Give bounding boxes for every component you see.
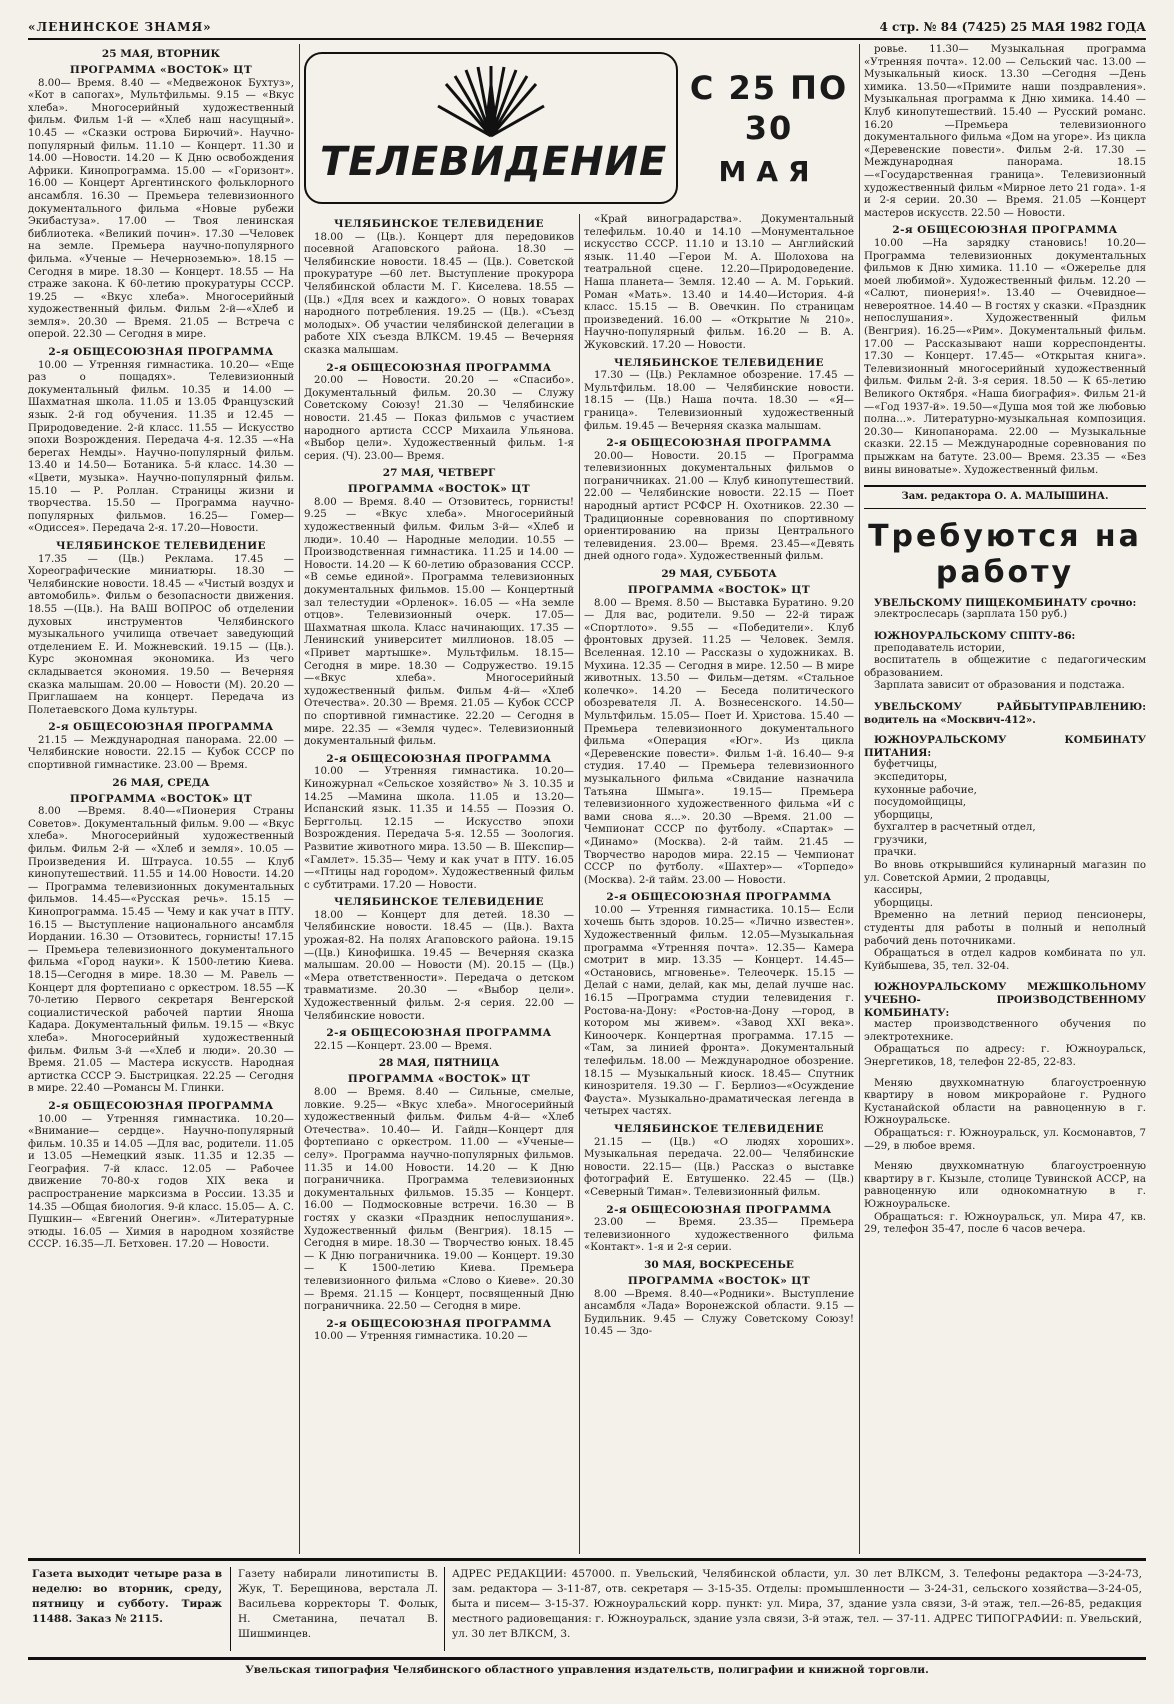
- sunburst-logo-icon: [436, 62, 546, 138]
- header-rule: [28, 38, 1146, 40]
- program-listing: 8.00 —Время. 8.40—«Родники». Выступление ансамбля «Лада» Воронежской области. 9.15 — Будильник. 9.45 — Служу Советскому Союзу! 10.45 — Здо-: [584, 1288, 854, 1338]
- program-listing: 20.00— Новости. 20.15 — Программа телевизионных документальных фильмов о пограничниках. 21.00 — Клуб кинопутешествий. 22.00 — Челябинские новости. 22.15 — Поет народный артист РСФСР Н. Охотников. 22.30 — Традиционные соревнования по спортивному ориентированию на призы Центрального телевидения. 23.00— Время. 23.45—«Девять дней одного года». Художественный фильм.: [584, 450, 854, 563]
- editor-line: Зам. редактора О. А. МАЛЫШИНА.: [864, 485, 1146, 509]
- ad-line: буфетчицы,: [874, 759, 938, 771]
- channel-heading: 2-я ОБЩЕСОЮЗНАЯ ПРОГРАММА: [326, 752, 552, 765]
- ad-line: Временно на летний период пенсионеры, студенты для работы в полный и неполный рабочий день поточниками.: [864, 910, 1146, 947]
- ad-spacer: [864, 1237, 1146, 1245]
- program-listing: 21.15 — Международная панорама. 22.00 — Челябинские новости. 22.15 — Кубок СССР по спортивной гимнастике. 23.00 — Время.: [28, 734, 294, 772]
- program-listing: 10.00 —На зарядку становись! 10.20— Программа телевизионных документальных фильмов к Дню химика. 11.10 — «Ожерелье для моей любимой». Художественный фильм. 12.20 — «Салют, пионерия!». 13.40 — Очевидное—невероятное. 14.40 — В гостях у сказки. «Праздник непослушания». Художественный фильм (Венгрия). 16.25—«Рим». Документальный фильм. 17.00 — Рассказывают наши корреспонденты. 17.30 — Концерт. 17.45— «Открытая книга». Телевизионный многосерийный художественный фильм. Фильм 2-й. 3-я серия. 18.50 — К 65-летию Великого Октября. «Наша биография». Фильм 21-й—«Год 1937-й». 19.50—«Душа моя той же любовью полна...». Литературно-музыкальная композиция. 20.30— Кинопанорама. 22.00 — Музыкальные сказки. 22.15 — Международные соревнования по прыжкам на батуте. 23.00— Время. 23.35 — «Без вины виноватые». Художественный фильм.: [864, 237, 1146, 476]
- channel-heading: ПРОГРАММА «ВОСТОК» ЦТ: [69, 792, 253, 805]
- day-heading: 28 МАЯ, ПЯТНИЦА: [378, 1057, 500, 1070]
- ad-line: экспедиторы,: [874, 771, 948, 783]
- newspaper-name: «ЛЕНИНСКОЕ ЗНАМЯ»: [28, 20, 212, 34]
- column-divider: [859, 44, 860, 1554]
- ad-employer: ЮЖНОУРАЛЬСКОМУ КОМБИНАТУ ПИТАНИЯ:: [864, 734, 1146, 759]
- ad-line: Обращаться по адресу: г. Южноуральск, Энергетиков, 18, телефон 22-85, 22-83.: [864, 1044, 1146, 1068]
- channel-heading: ЧЕЛЯБИНСКОЕ ТЕЛЕВИДЕНИЕ: [614, 1122, 824, 1135]
- day-heading: 25 МАЯ, ВТОРНИК: [101, 48, 221, 60]
- printer-line: Увельская типография Челябинского областного управления издательств, полиграфии и книжной торговли.: [245, 1664, 929, 1676]
- date-range-line-1: С 25 ПО 30: [689, 69, 849, 147]
- channel-heading: ПРОГРАММА «ВОСТОК» ЦТ: [627, 1274, 811, 1287]
- job-ads-title: Требуются на работу: [868, 518, 1142, 590]
- ad-line: кассиры,: [874, 885, 923, 897]
- job-ad: [864, 701, 1146, 734]
- column-divider: [299, 44, 300, 1554]
- channel-heading: ЧЕЛЯБИНСКОЕ ТЕЛЕВИДЕНИЕ: [614, 356, 824, 369]
- program-listing: 10.00 — Утренняя гимнастика. 10.20— Киножурнал «Сельское хозяйство» № 3. 10.35 и 14.25 —Мамина школа. 11.05 и 13.20—Испанский язык. 11.35 и 14.55 — Поэзия О. Берггольц. 12.15 — Искусство эпохи Возрождения. Передача 5-я. 12.55 — Зоология. Развитие животного мира. 13.50 — В. Шекспир— «Гамлет». 15.35— Чему и как учат в ПТУ. 16.05 —«Птицы над городом». Художественный фильм с субтитрами. 17.20 — Новости.: [304, 766, 574, 891]
- ad-line: грузчики,: [874, 834, 928, 846]
- program-listing: 8.00— Время. 8.40 — «Медвежонок Бухтуз», «Кот в сапогах», Мультфильмы. 9.15 — «Вкус хлеба». Многосерийный художественный фильм. Фильм 1-й — «Хлеб наш насущный». 10.45 — «Сказки острова Бирючий». Научно-популярный фильм. 11.10 — Концерт. 11.30 и 14.00 —Новости. 14.20 — К Дню освобождения Африки. Кинопрограмма. 15.00 — «Горизонт». 16.00 — Концерт Аргентинского фольклорного ансамбля. 16.30 — Премьера телевизионного документального фильма «Новые рубежи Экибастуза». 17.00 — Твоя ленинская библиотека. «Великий почин». 17.30 —Человек на земле. Премьера научно-популярного фильма. «Ученые — Нечерноземью». 18.15 — Сегодня в мире. 18.30 — Концерт. 18.55 — На страже закона. К 60-летию прокуратуры СССР. 19.25 — «Вкус хлеба». Многосерийный художественный фильм. Фильм 2-й—«Хлеб и земля». 20.30 — Время. 21.05 — Встреча с оперой. 22.30 — Сегодня в мире.: [28, 77, 294, 341]
- ad-line: Обращаться: г. Южноуральск, ул. Космонавтов, 7—29, в любое время.: [864, 1127, 1146, 1152]
- ad-line: Зарплата зависит от образования и подстажа.: [874, 680, 1125, 692]
- column-1: [28, 44, 294, 1554]
- ad-spacer: [864, 1153, 1146, 1161]
- channel-heading: ЧЕЛЯБИНСКОЕ ТЕЛЕВИДЕНИЕ: [334, 896, 544, 909]
- channel-heading: 2-я ОБЩЕСОЮЗНАЯ ПРОГРАММА: [606, 437, 832, 450]
- program-listing: 18.00 — Концерт для детей. 18.30 — Челябинские новости. 18.45 — (Цв.). Вахта урожая-82. На полях Агаповского района. 19.15 —(Цв.) Кинофишка. 19.45 — Вечерняя сказка малышам. 20.00 — Новости (М). 20.15 — (Цв.) «Мера ответственности». Передача о детском травматизме. 20.30 — «Выбор цели». Художественный фильм. 2-я серия. 22.00 — Челябинские новости.: [304, 909, 574, 1022]
- column-2: [304, 214, 574, 1554]
- channel-heading: ЧЕЛЯБИНСКОЕ ТЕЛЕВИДЕНИЕ: [56, 539, 266, 552]
- channel-heading: 2-я ОБЩЕСОЮЗНАЯ ПРОГРАММА: [48, 346, 274, 359]
- staff-credits: Газету набирали линотиписты В. Жук, Т. Берещинова, верстала Л. Васильева корректоры Т. Фолык, Н. Сметанина, печатал В. Шишминцев.: [238, 1568, 438, 1640]
- ad-spacer: [864, 973, 1146, 981]
- footer-divider: [444, 1567, 445, 1651]
- channel-heading: 2-я ОБЩЕСОЮЗНАЯ ПРОГРАММА: [326, 1317, 552, 1330]
- ad-line: преподаватель истории,: [874, 642, 1005, 654]
- channel-heading: ПРОГРАММА «ВОСТОК» ЦТ: [627, 584, 811, 597]
- program-listing: 10.00 — Утренняя гимнастика. 10.20 —: [314, 1331, 528, 1343]
- newspaper-page: [28, 18, 1146, 1690]
- program-listing: 8.00 —Время. 8.40—«Пионерия Страны Советов». Документальный фильм. 9.00 — «Вкус хлеба». Многосерийный художественный фильм. Фильм 2-й — «Хлеб и земля». 10.05 — Произведения И. Штрауса. 10.55 — Клуб кинопутешествий. 11.55 и 14.00 Новости. 14.20 — Программа телевизионных документальных фильмов. 14.45—«Русская речь». 15.15 — Кинопрограмма. 15.45 — Чему и как учат в ПТУ. 16.15 — Выступление национального ансамбля Иордании. 16.30 — Отзовитесь, горнисты! 17.15 — Премьера телевизионного документального фильма «Город науки». К 1500-летию Киева. 18.15—Сегодня в мире. 18.30 — М. Равель —Концерт для фортепиано с оркестром. 18.55 —К 70-летию Первого секретаря Венгерской социалистической рабочей партии Яноша Кадара. Документальный фильм. 19.15 — «Вкус хлеба». Многосерийный художественный фильм. Фильм 3-й —«Хлеб и люди». 20.30 — Время. 21.05 — Мастера искусств. Народная артистка СССР Э. Быстрицкая. 22.25 — Сегодня в мире. 22.40 —Романсы М. Глинки.: [28, 806, 294, 1095]
- ad-line: бухгалтер в расчетный отдел,: [874, 822, 1036, 834]
- job-ad: [864, 1161, 1146, 1245]
- column-3: [584, 214, 854, 1554]
- job-ads: [864, 597, 1146, 1245]
- column-divider: [579, 214, 580, 1554]
- channel-heading: ЧЕЛЯБИНСКОЕ ТЕЛЕВИДЕНИЕ: [334, 218, 544, 230]
- ad-line: Во вновь открывшийся кулинарный магазин по ул. Советской Армии, 2 продавцы,: [864, 860, 1146, 884]
- tv-masthead: [304, 48, 854, 208]
- ad-line: прачки.: [874, 847, 917, 859]
- day-heading: 27 МАЯ, ЧЕТВЕРГ: [382, 467, 496, 480]
- job-ad: [864, 597, 1146, 630]
- date-range: [684, 68, 854, 196]
- program-listing: 23.00 — Время. 23.35— Премьера телевизионного художественного фильма «Контакт». 1-я и 2-я серии.: [584, 1217, 854, 1254]
- ad-line: кухонные рабочие,: [874, 784, 977, 796]
- tv-section-title: ТЕЛЕВИДЕНИЕ: [320, 139, 668, 185]
- ad-employer: ЮЖНОУРАЛЬСКОМУ МЕЖШКОЛЬНОМУ УЧЕБНО- ПРОИЗВОДСТВЕННОМУ КОМБИНАТУ:: [864, 981, 1146, 1019]
- ad-line: уборщицы.: [874, 897, 933, 909]
- ad-line: посудомойщицы,: [874, 797, 967, 809]
- ad-spacer: [864, 726, 1146, 734]
- ad-spacer: [864, 622, 1146, 630]
- program-listing: 8.00 — Время. 8.40 — Сильные, смелые, ловкие. 9.25— «Вкус хлеба». Многосерийный художественный фильм. Фильм 4-й— «Хлеб Отечества». 10.40— И. Гайдн—Концерт для фортепиано с оркестром. 11.00 — «Ученые— селу». Программа научно-популярных фильмов. 11.35 и 14.00 Новости. 14.20 — К Дню пограничника. Программа телевизионных документальных фильмов. 15.35 — Концерт. 16.00 — Подмосковные встречи. 16.30 — В гостях у сказки «Праздник непослушания». Художественный фильм (Венгрия). 18.15 —Сегодня в мире. 18.30 — Творчество юных. 18.45 — К Дню пограничника. 19.00 — Концерт. 19.30 — К 1500-летию Киева. Премьера телевизионного фильма «Слово о Киеве». 20.30 — Время. 21.15 — Концерт, посвященный Дню пограничника. 22.50 — Сегодня в мире.: [304, 1087, 574, 1313]
- channel-heading: 2-я ОБЩЕСОЮЗНАЯ ПРОГРАММА: [892, 224, 1118, 237]
- ad-employer: ЮЖНОУРАЛЬСКОМУ СППТУ-86:: [874, 629, 1076, 642]
- date-range-line-2: МАЯ: [718, 155, 820, 188]
- ad-employer: УВЕЛЬСКОМУ ПИЩЕКОМБИНАТУ срочно:: [874, 596, 1137, 609]
- ad-line: Обращаться в отдел кадров комбината по ул. Куйбышева, 35, тел. 32-04.: [864, 948, 1146, 972]
- day-heading: 30 МАЯ, ВОСКРЕСЕНЬЕ: [644, 1258, 794, 1271]
- ad-spacer: [864, 1070, 1146, 1078]
- program-listing: ровье. 11.30— Музыкальная программа «Утренняя почта». 12.00 — Сельский час. 13.00 — Музыкальный киоск. 13.30 —Сегодня —День химика. 13.50—«Примите наши поздравления». Музыкальная программа к Дню химика. 14.40 — Клуб кинопутешествий. 15.40 — Русский романс. 16.20 —Премьера телевизионного документального фильма «Дом на угоре». Из цикла «Деревенские повести». Фильм 2-й. 17.30 —Международная панорама. 18.15—«Государственная граница». Телевизионный художественный фильм «Мирное лето 21 года». 1-я и 2-я серии. 20.30 — Время. 21.05 —Концерт мастеров искусств. 22.50 — Новости.: [864, 44, 1146, 219]
- issue-info: 4 стр. № 84 (7425) 25 МАЯ 1982 ГОДА: [879, 20, 1146, 34]
- ad-line: электрослесарь (зарплата 150 руб.): [874, 609, 1068, 621]
- program-listing: 8.00 — Время. 8.50 — Выставка Буратино. 9.20 — Для вас, родители. 9.50 — 22-й тираж «Спортлото». 9.55 — «Победители». Клуб фронтовых друзей. 11.25 — Человек. Земля. Вселенная. 12.10 — Рассказы о художниках. В. Мухина. 12.35 — Сегодня в мире. 12.50 — В мире животных. 13.50 — Фильм—детям. «Стальное колечко». 14.20 — Беседа политического обозревателя Л. А. Вознесенского. 14.50— Мультфильм. 15.05— Поет И. Христова. 15.40 — Премьера телевизионного документального фильма «Операция «Юг». Из цикла «Деревенские повести». Фильм 1-й. 16.40— 9-я студия. 17.40 — Премьера телевизионного музыкального фильма «Свидание назначила Татьяна Шмыга». 19.15— Премьера телевизионного художественного фильма «И с вами снова я...». 20.30 —Время. 21.00 — Чемпионат СССР по футболу. «Спартак» — «Динамо» (Москва). 2-й тайм. 21.45 — Творчество народов мира. 22.15 — Чемпионат СССР по футболу. «Шахтер»— «Торпедо» (Москва). 2-й тайм. 23.00 — Новости.: [584, 597, 854, 886]
- ad-spacer: [864, 693, 1146, 701]
- imprint-footer: [28, 1558, 1146, 1660]
- column-4: [864, 44, 1146, 1554]
- channel-heading: 2-я ОБЩЕСОЮЗНАЯ ПРОГРАММА: [326, 361, 552, 374]
- program-listing: «Край виноградарства». Документальный телефильм. 10.40 и 14.10 —Монументальное искусство СССР. 11.10 и 13.10 — Английский язык. 11.40 —Герои М. А. Шолохова на театральной сцене. 12.20—Природоведение. Наша планета— Земля. 12.40 — А. М. Горький. Роман «Мать». 13.40 и 14.40—История. 4-й класс. 15.15 — В. Овечкин. По страницам произведений. 16.00 — «Открытие № 210». Научно-популярный фильм. 16.20 — В. А. Жуковский. 17.20 — Новости.: [584, 214, 854, 351]
- publication-schedule: Газета выходит четыре раза в неделю: во вторник, среду, пятницу и субботу. Тираж 11488. Заказ № 2115.: [32, 1568, 222, 1625]
- program-listing: 17.35 — (Цв.) Реклама. 17.45 —Хореографические миниатюры. 18.30 — Челябинские новости. 18.45 — «Чистый воздух и автомобиль». Фильм о безопасности движения. 18.55 —(Цв.). На ВАШ ВОПРОС об отделении духовых инструментов Челябинского музыкального училища отвечает заведующий отделением Е. И. Можневский. 19.15 — (Цв.). Курс экономная экономика. Из чего складывается экономия. 19.50 — Вечерняя сказка малышам. 20.00 — Новости (М). 20.20 — Приглашаем на концерт. Передача из Полетаевского Дома культуры.: [28, 553, 294, 716]
- footer-divider: [230, 1567, 231, 1651]
- channel-heading: 2-я ОБЩЕСОЮЗНАЯ ПРОГРАММА: [606, 891, 832, 904]
- channel-heading: ПРОГРАММА «ВОСТОК» ЦТ: [347, 483, 531, 496]
- job-ad: [864, 1078, 1146, 1162]
- program-listing: 8.00 — Время. 8.40 — Отзовитесь, горнисты! 9.25 — «Вкус хлеба». Многосерийный художественный фильм. Фильм 3-й— «Хлеб и люди». 10.40 — Народные мелодии. 10.55 — Производственная гимнастика. 11.25 и 14.00 —Новости. 14.20 — К 60-летию образования СССР. «В семье единой». Программа телевизионных документальных фильмов. 15.00 — Концертный зал телестудии «Орленок». 16.05 — «На земле отцов». Телевизионный очерк. 17.05—Шахматная школа. Класс начинающих. 17.35 —Ленинский университет миллионов. 18.05 — «Привет мартышке». Мультфильм. 18.15—Сегодня в мире. 18.30 — Содружество. 19.15—«Вкус хлеба». Многосерийный художественный фильм. Фильм 4-й— «Хлеб Отечества». 20.30 — Время. 21.05 — Кубок СССР по спортивной гимнастике. 22.20 — Сегодня в мире. 22.35 — «Земля чудес». Телевизионный документальный фильм.: [304, 496, 574, 748]
- program-listing: 10.00 — Утренняя гимнастика. 10.20— «Еще раз о пощадях». Телевизионный документальный фильм. 10.35 и 14.00 —Шахматная школа. 11.05 и 13.05 Французский язык. 2-й год обучения. 11.35 и 12.45 — Природоведение. 2-й класс. 11.55 — Искусство эпохи Возрождения. Передача 4-я. 12.35 —«На берегах Немды». Научно-популярный фильм. 13.40 и 14.50— Ботаника. 5-й класс. 14.30 — «Цвети, музыка». Научно-популярный фильм. 15.10 — Р. Роллан. Страницы жизни и творчества. 15.50 — Программа научно-популярных фильмов. 16.25— Гомер— «Одиссея». Передача 2-я. 17.20—Новости.: [28, 359, 294, 535]
- ad-line: Обращаться: г. Южноуральск, ул. Мира 47, кв. 29, телефон 35-47, после 6 часов вечера.: [864, 1211, 1146, 1236]
- ad-line: Меняю двухкомнатную благоустроенную квартиру в г. Кызыле, столице Тувинской АССР, на равноценную или однокомнатную в г. Южноуральске.: [864, 1161, 1146, 1210]
- editorial-address: АДРЕС РЕДАКЦИИ: 457000. п. Увельский, Челябинской области, ул. 30 лет ВЛКСМ, 3. Телефоны редактора —3-24-73, зам. редактора — 3-11-87, отв. секретаря — 3-15-35. Отделы: промышленности — 3-24-31, сельского хозяйства—3-24-05, быта и писем— 3-15-37. Южноуральский корр. пункт: ул. Мира, 37, здание узла связи, 3-й этаж, тел.—26-85, редакция местного радиовещания: г. Южноуральск, здание узла связи, 3-й этаж, тел. — 37-11. АДРЕС ТИПОГРАФИИ: п. Увельский, ул. 30 лет ВЛКСМ, 3.: [452, 1568, 1142, 1640]
- channel-heading: 2-я ОБЩЕСОЮЗНАЯ ПРОГРАММА: [48, 721, 274, 734]
- ad-line: воспитатель в общежитие с педагогическим образованием.: [864, 655, 1146, 679]
- job-ad: [864, 981, 1146, 1077]
- program-listing: 10.00 — Утренняя гимнастика. 10.15— Если хочешь быть здоров. 10.25— «Лично известен». Художественный фильм. 12.05—Музыкальная программа «Утренняя почта». 12.35— Камера смотрит в мир. 13.35 — Концерт. 14.45— «Остановись, мгновенье». Телеочерк. 15.15 —Делай с нами, делай, как мы, делай лучше нас. 16.15 —Программа студии телевидения г. Ростова-на-Дону: «Ростов-на-Дону —город, в котором мы живем». «Завод XXI века». Киноочерк. Концертная программа. 17.15 — «Там, за линией фронта». Документальный телефильм. 18.00 — Международное обозрение. 18.15 — Музыкальный киоск. 18.45— Спутник кинозрителя. 19.30 — Г. Берлиоз—«Осуждение Фауста». Музыкально-драматическая легенда в четырех частях.: [584, 904, 854, 1118]
- job-ad: [864, 630, 1146, 701]
- ad-employer: УВЕЛЬСКОМУ РАЙБЫТУПРАВЛЕНИЮ: водитель на «Москвич-412».: [864, 700, 1146, 726]
- channel-heading: ПРОГРАММА «ВОСТОК» ЦТ: [69, 64, 253, 76]
- channel-heading: ПРОГРАММА «ВОСТОК» ЦТ: [347, 1073, 531, 1086]
- ad-line: Меняю двухкомнатную благоустроенную квартиру в новом микрорайоне г. Рудного Кустанайской области на равноценную в г. Южноуральске.: [864, 1077, 1146, 1127]
- program-listing: 21.15 — (Цв.) «О людях хороших». Музыкальная передача. 22.00— Челябинские новости. 22.15— (Цв.) Рассказ о выставке фотографий Е. Евтушенко. 22.45 — (Цв.) «Северный Тиман». Телевизионный фильм.: [584, 1136, 854, 1198]
- ad-line: уборщицы,: [874, 809, 933, 821]
- day-heading: 26 МАЯ, СРЕДА: [112, 776, 210, 789]
- channel-heading: 2-я ОБЩЕСОЮЗНАЯ ПРОГРАММА: [326, 1027, 552, 1040]
- program-listing: 18.00 — (Цв.). Концерт для передовиков посевной Агаповского района. 18.30 — Челябинские новости. 18.45 — (Цв.). Советской прокуратуре —60 лет. Выступление прокурора Челябинской области М. Г. Киселева. 18.55 —(Цв.) «Для всех и каждого». О новых товарах народного потребления. 19.25 — (Цв.). «Съезд молодых». Об участии челябинской делегации в работе XIX съезда ВЛКСМ. 19.45 — Вечерняя сказка малышам.: [304, 231, 574, 356]
- channel-heading: 2-я ОБЩЕСОЮЗНАЯ ПРОГРАММА: [606, 1203, 832, 1216]
- ad-line: мастер производственного обучения по электротехнике.: [864, 1019, 1146, 1043]
- channel-heading: 2-я ОБЩЕСОЮЗНАЯ ПРОГРАММА: [48, 1099, 274, 1112]
- program-listing: 22.15 —Концерт. 23.00 — Время.: [314, 1040, 493, 1052]
- program-listing: 10.00 — Утренняя гимнастика. 10.20— «Внимание— сердце». Научно-популярный фильм. 10.35 и 14.05 —Для вас, родители. 11.05 и 13.05 —Немецкий язык. 11.35 и 12.35 — География. 7-й класс. 12.05 — Рабочее движение 70-80-х годов XIX века и распространение марксизма в России. 13.35 и 14.35 —Общая биология. 9-й класс. 15.05— А. С. Пушкин— «Евгений Онегин». «Литературные этюды. 16.05 — Химия в народном хозяйстве СССР. 16.35—Л. Бетховен. 17.20 — Новости.: [28, 1113, 294, 1251]
- page-header: [28, 18, 1146, 38]
- tv-title-box: [304, 52, 678, 204]
- program-listing: 20.00 — Новости. 20.20 — «Спасибо». Документальный фильм. 20.30 — Служу Советскому Союзу! 21.30 — Челябинские новости. 21.45 — Показ фильмов с участием народного артиста СССР Михаила Ульянова. «Выбор цели». Художественный фильм. 1-я серия. (Ч). 23.00— Время.: [304, 375, 574, 462]
- job-ad: [864, 734, 1146, 981]
- program-listing: 17.30 — (Цв.) Рекламное обозрение. 17.45 — Мультфильм. 18.00 — Челябинские новости. 18.15 — (Цв.) Наша почта. 18.30 — «Я—граница». Телевизионный художественный фильм. 19.45 — Вечерняя сказка малышам.: [584, 370, 854, 432]
- day-heading: 29 МАЯ, СУББОТА: [661, 568, 777, 581]
